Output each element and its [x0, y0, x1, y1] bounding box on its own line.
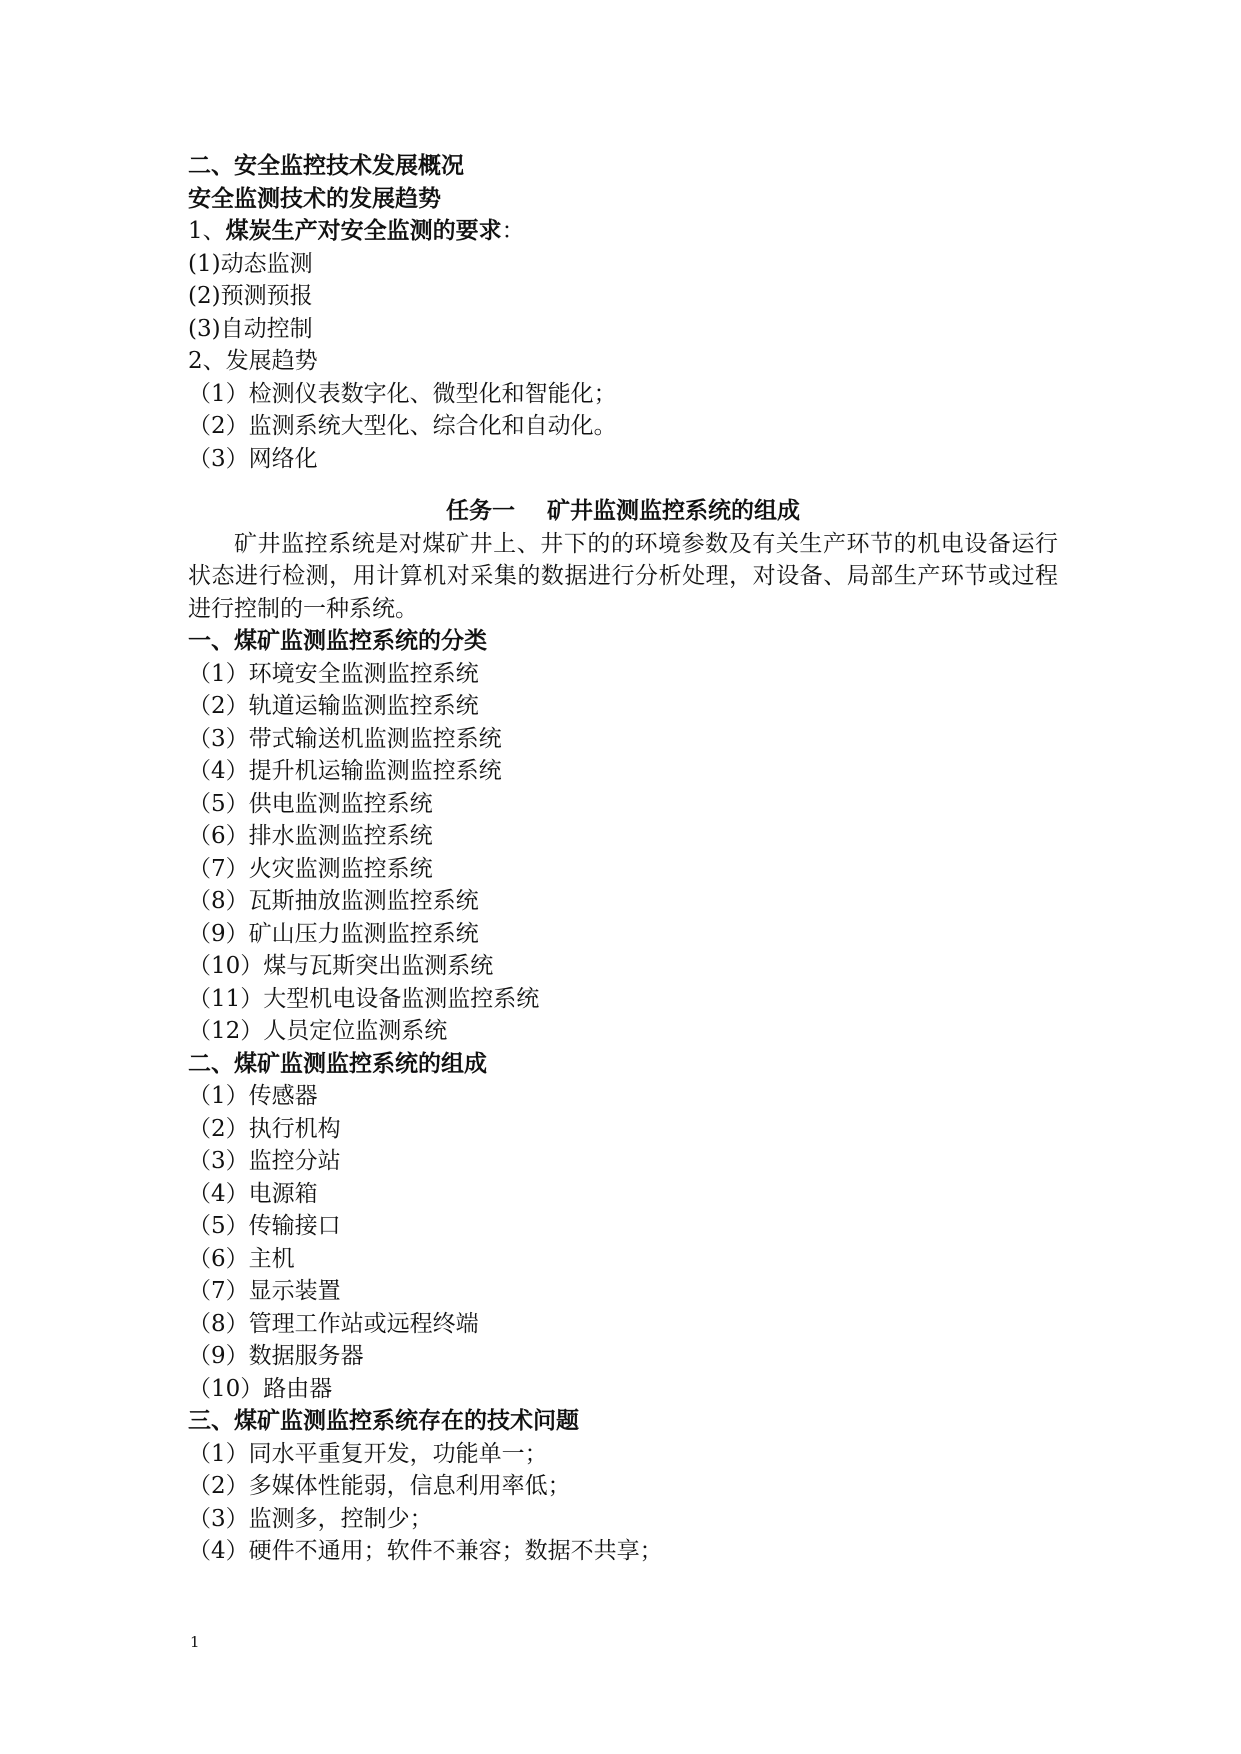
spacer	[188, 475, 1058, 495]
list-item: （8）瓦斯抽放监测监控系统	[188, 888, 479, 914]
list-item: （1）检测仪表数字化、微型化和智能化；	[188, 380, 617, 407]
list-item: （5）传输接口	[188, 1213, 341, 1239]
classification-heading: 一、煤矿监测监控系统的分类	[188, 627, 487, 654]
list-item: （6）排水监测监控系统	[188, 823, 433, 849]
list-item: （4）提升机运输监测监控系统	[188, 758, 502, 784]
list-item: (2)预测预报	[188, 283, 313, 309]
requirements-heading	[188, 215, 1058, 248]
list-item: （2）轨道运输监测监控系统	[188, 693, 479, 719]
requirements-heading-number: 1、	[188, 218, 226, 244]
list-item: （2）执行机构	[188, 1115, 341, 1142]
list-item: （3）监测多，控制少；	[188, 1505, 433, 1532]
list-item: （1）传感器	[188, 1083, 318, 1109]
list-item: （10）煤与瓦斯突出监测系统	[188, 953, 494, 979]
task-title: 任务一 矿井监测监控系统的组成	[445, 497, 801, 524]
list-item: （3）网络化	[188, 445, 318, 472]
list-item: （1）环境安全监测监控系统	[188, 660, 479, 687]
list-item: （7）火灾监测监控系统	[188, 855, 433, 882]
list-item: （3）带式输送机监测监控系统	[188, 725, 502, 752]
page-content	[188, 150, 1058, 1568]
list-item: （3）监控分站	[188, 1148, 341, 1174]
section-subheading: 安全监测技术的发展趋势	[188, 184, 441, 212]
requirements-heading-colon: ：	[501, 218, 525, 244]
list-item: （1）同水平重复开发，功能单一；	[188, 1440, 548, 1467]
trend-heading: 2、发展趋势	[188, 348, 318, 374]
list-item: （5）供电监测监控系统	[188, 790, 433, 817]
task-intro-paragraph: 矿井监控系统是对煤矿井上、井下的的环境参数及有关生产环节的机电设备运行状态进行检测，用计算机对采集的数据进行分析处理，对设备、局部生产环节或过程进行控制的一种系统。	[188, 530, 1058, 622]
list-item: (3)自动控制	[188, 315, 313, 342]
problems-heading: 三、煤矿监测监控系统存在的技术问题	[188, 1407, 579, 1434]
list-item: （8）管理工作站或远程终端	[188, 1310, 479, 1337]
page-number: 1	[190, 1633, 200, 1651]
list-item: （11）大型机电设备监测监控系统	[188, 985, 540, 1012]
list-item: （12）人员定位监测系统	[188, 1018, 448, 1044]
list-item: (1)动态监测	[188, 250, 313, 277]
list-item: （2）监测系统大型化、综合化和自动化。	[188, 413, 617, 439]
list-item: （10）路由器	[188, 1375, 333, 1402]
list-item: （4）硬件不通用；软件不兼容；数据不共享；	[188, 1538, 663, 1564]
list-item: （9）矿山压力监测监控系统	[188, 920, 479, 947]
list-item: （4）电源箱	[188, 1180, 318, 1207]
section-heading: 二、安全监控技术发展概况	[188, 152, 464, 179]
list-item: （2）多媒体性能弱，信息利用率低；	[188, 1473, 571, 1499]
composition-heading: 二、煤矿监测监控系统的组成	[188, 1049, 487, 1077]
list-item: （6）主机	[188, 1245, 295, 1272]
requirements-heading-text: 煤炭生产对安全监测的要求	[225, 217, 502, 244]
list-item: （9）数据服务器	[188, 1343, 364, 1369]
list-item: （7）显示装置	[188, 1278, 341, 1304]
